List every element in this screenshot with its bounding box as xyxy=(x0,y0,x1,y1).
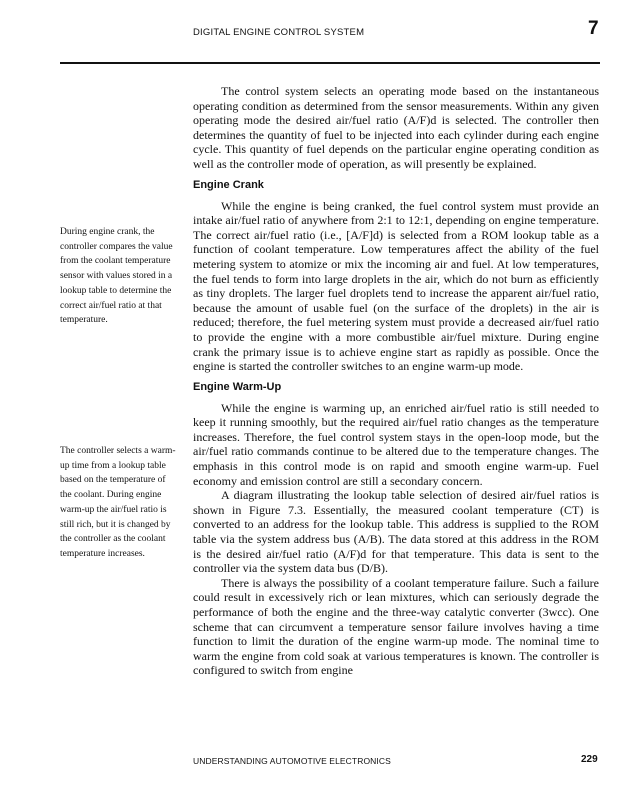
paragraph: While the engine is warming up, an enriched air/fuel ratio is still needed to keep it running smoothly, but the required air/fuel ratio changes as the temperature increases. Therefore, the fuel control system stays in the open-loop mode, but the air/fuel ratio commands continue to be altered due to the temperature changes. The emphasis in this control mode is on rapid and smooth engine warm-up. Fuel economy and emission control are still a secondary concern. xyxy=(193,400,599,488)
heading-engine-warm-up: Engine Warm-Up xyxy=(193,380,282,393)
body-text xyxy=(193,84,599,678)
paragraph: While the engine is being cranked, the fuel control system must provide an intake air/fuel ratio of anywhere from 2:1 to 12:1, depending on engine temperature. The correct air/fuel ratio (i.e., [A/F]d) is selected from a ROM lookup table as a function of coolant temperature. Low temperatures affect the ability of the fuel metering system to atomize or mix the incoming air and fuel. At low temperatures, the fuel tends to form into large droplets in the air, which do not burn as efficiently as tiny droplets. The larger fuel droplets tend to increase the apparent air/fuel ratio, because the amount of usable fuel (on the surface of the droplets) in the air is reduced; therefore, the fuel metering system must provide a decreased air/fuel ratio to provide the engine with a more combustible air/fuel mixture. During engine crank the primary issue is to achieve engine start as rapidly as possible. Once the engine is started the controller switches to an engine warm-up mode. xyxy=(193,198,599,374)
sidenote-engine-warm-up: The controller selects a warm-up time from a lookup table based on the temperature of the coolant. During engine warm-up the air/fuel ratio is still rich, but it is changed by the controller as the coolant temperature increases. xyxy=(60,446,176,559)
paragraph: There is always the possibility of a coolant temperature failure. Such a failure could result in excessively rich or lean mixtures, which can seriously degrade the performance of both the engine and the three-way catalytic converter (3wcc). One scheme that can circumvent a temperature sensor failure involves having a time function to limit the duration of the engine warm-up mode. The nominal time to warm the engine from cold soak at various temperatures is known. The controller is configured to switch from engine xyxy=(193,575,599,678)
heading-engine-crank: Engine Crank xyxy=(193,178,264,191)
running-header-title: DIGITAL ENGINE CONTROL SYSTEM xyxy=(193,27,365,38)
page-number: 229 xyxy=(581,754,598,765)
paragraph: A diagram illustrating the lookup table selection of desired air/fuel ratios is shown in Figure 7.3. Essentially, the measured coolant temperature (CT) is converted to an address for the lookup table. This address is supplied to the ROM table via the system address bus (A/B). The data stored at this address in the ROM is the desired air/fuel ratio (A/F)d for that temperature. This data is sent to the controller via the system data bus (D/B). xyxy=(193,488,599,576)
running-footer-title: UNDERSTANDING AUTOMOTIVE ELECTRONICS xyxy=(193,756,391,766)
header-rule xyxy=(60,62,600,64)
chapter-number: 7 xyxy=(588,18,599,39)
sidenote-engine-crank: During engine crank, the controller compares the value from the coolant temperature sensor with values stored in a lookup table to determine the correct air/fuel ratio at that temperature. xyxy=(60,227,173,326)
intro-paragraph: The control system selects an operating mode based on the instantaneous operating condition as determined from the sensor measurements. Within any given operating mode the desired air/fuel ratio (A/F)d is selected. The controller then determines the quantity of fuel to be injected into each cylinder during each engine cycle. This quantity of fuel depends on the particular engine operating condition as well as the controller mode of operation, as will presently be explained. xyxy=(193,84,599,171)
